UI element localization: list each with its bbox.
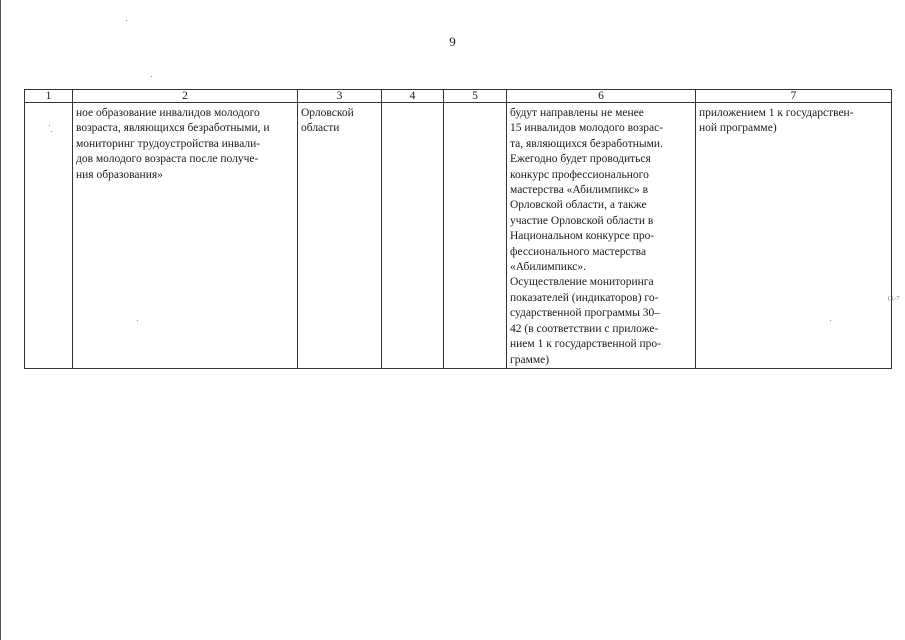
header-col-5: 5 xyxy=(444,90,507,103)
cell-col-7-text: приложением 1 к государствен- ной программе) xyxy=(699,107,854,135)
cell-col-3 xyxy=(298,103,382,369)
cell-col-6-text: будут направлены не менее 15 инвалидов молодого возрас- та, являющихся безработными. Ежегодно будет проводиться конкурс профессионального мастерства «Абилимпикс» в Орловской области, а также участие Орловской области в Национальном конкурсе про- фессионального мастерства «Абилимпикс». Осуществление мониторинга показателей (индикаторов) го- сударственной программы 30– 42 (в соответствии с приложе- нием 1 к государственной про- грамме) xyxy=(510,107,664,366)
margin-mark: (3,-7 xyxy=(888,296,900,302)
cell-col-1 xyxy=(25,103,73,369)
table-row xyxy=(25,103,892,369)
scan-speck xyxy=(51,131,52,132)
header-col-7: 7 xyxy=(696,90,892,103)
header-col-1: 1 xyxy=(25,90,73,103)
cell-col-4 xyxy=(382,103,444,369)
cell-col-7 xyxy=(696,103,892,369)
page-number: 9 xyxy=(449,34,456,49)
document-table xyxy=(24,89,892,369)
scan-speck xyxy=(126,20,127,21)
cell-col-2-text: ное образование инвалидов молодого возраста, являющихся безработными, и мониторинг трудоустройства инвали- дов молодого возраста после получе- ния образования» xyxy=(76,107,270,181)
cell-col-2 xyxy=(73,103,298,369)
table-header-row xyxy=(25,90,892,103)
header-col-6: 6 xyxy=(507,90,696,103)
scan-speck xyxy=(830,320,831,321)
cell-col-3-text: Орловской области xyxy=(301,107,354,135)
header-col-3: 3 xyxy=(298,90,382,103)
header-col-4: 4 xyxy=(382,90,444,103)
page-left-edge xyxy=(0,0,1,640)
scan-speck xyxy=(49,125,50,126)
scan-speck xyxy=(137,320,138,321)
cell-col-5 xyxy=(444,103,507,369)
header-col-2: 2 xyxy=(73,90,298,103)
scan-speck xyxy=(151,76,152,77)
cell-col-6 xyxy=(507,103,696,369)
